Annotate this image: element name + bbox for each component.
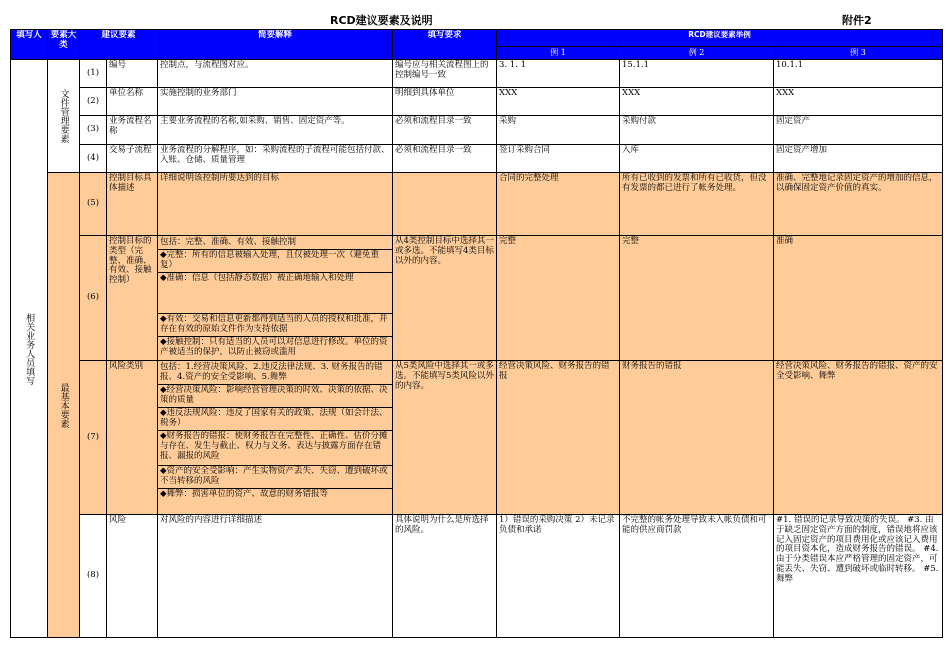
example-1-cell: 采购 [497, 116, 620, 145]
explain-cell: 主要业务流程的名称,如采购、销售、固定资产等。 [158, 116, 393, 145]
element-name: 控制目标的类型（完整、准确、有效、接触控制） [107, 236, 158, 361]
header-element: 建议要素 [80, 30, 158, 60]
annex-label: 附件2 [842, 14, 872, 27]
header-example-3: 例 3 [774, 47, 943, 60]
example-2-cell: 不完整的帐务处理导致未入帐负债和可能的供应商罚款 [620, 515, 774, 638]
explain-cell: 实施控制的业务部门 [158, 88, 393, 116]
header-example-1: 例 1 [497, 47, 620, 60]
explain-line: ◆接触控制：只有适当的人员可以对信息进行修改。单位的资产被适当的保护，以防止被窃或滥用 [158, 336, 392, 359]
row-number: (1) [80, 60, 107, 88]
explain-line: ◆经营决策风险：影响经营管理决策的时效、决策的依据、决策的质量 [158, 384, 392, 407]
explain-line: ◆准确：信息（包括静态数据）被正确地输入和处理 [158, 272, 392, 313]
example-2-cell: 财务报告的错报 [620, 361, 774, 515]
fill-cell: 必须和流程目录一致 [393, 116, 497, 145]
example-3-cell: 固定资产增加 [774, 145, 943, 173]
explain-line: ◆有效：交易和信息更新都得到适当的人员的授权和批准，并存在有效的原始文件作为支持依据 [158, 313, 392, 336]
example-1-cell: 完整 [497, 236, 620, 361]
header-category: 要素大类 [48, 30, 80, 60]
header-explain: 简要解释 [158, 30, 393, 60]
fill-cell [393, 173, 497, 236]
fill-cell: 从5类风险中选择其一或多选。不能填写5类风险以外的内容。 [393, 361, 497, 515]
example-3-cell: XXX [774, 88, 943, 116]
example-1-cell: XXX [497, 88, 620, 116]
example-3-cell: 固定资产 [774, 116, 943, 145]
explain-line: ◆违反法规风险：违反了国家有关的政策、法规（如会计法、税务） [158, 407, 392, 430]
table-row [11, 236, 943, 361]
row-number: (3) [80, 116, 107, 145]
element-name: 交易子流程 [107, 145, 158, 173]
example-1-cell: 1）错误的采购决策 2）未记录负债和承诺 [497, 515, 620, 638]
explain-line: 包括：完整、准确、有效、接触控制 [160, 237, 297, 247]
example-2-cell: 所有已收到的发票和所有已收货，但没有发票的都已进行了帐务处理。 [620, 173, 774, 236]
element-name: 单位名称 [107, 88, 158, 116]
row-number: (5) [80, 173, 107, 236]
header-fill-requirement: 填写要求 [393, 30, 497, 60]
group-basic: 最基本要素 [48, 173, 80, 638]
document-title: RCD建议要素及说明 [330, 14, 433, 27]
element-name: 业务流程名称 [107, 116, 158, 145]
row-number: (4) [80, 145, 107, 173]
example-1-cell: 合同的完整处理 [497, 173, 620, 236]
example-3-cell: #1. 错误的记录导致决策的失误。 #3. 由于缺乏固定资产方面的制度，错误地将应该记入固定资产的项目费用化或应该记入费用的项目资本化，造成财务报告的错误。 #4.由于分类错误本应严格管理的固定资产，可能丢失、失窃、遭到破坏或临时转移。 #5. 舞弊 [774, 515, 943, 638]
header-examples: RCD建议要素举例 [497, 30, 943, 47]
explain-line: 包括：1.经营决策风险、2.违反法律法规、3. 财务报告的错报、4.资产的安全受影响、5.舞弊 [160, 362, 383, 382]
explain-cell [158, 361, 393, 515]
table-row [11, 173, 943, 236]
table-row [11, 88, 943, 116]
fill-cell: 具体说明为什么是所选择的风险。 [393, 515, 497, 638]
header-example-2: 例 2 [620, 47, 774, 60]
example-2-cell: 完整 [620, 236, 774, 361]
example-1-cell: 经营决策风险、财务报告的错报 [497, 361, 620, 515]
explain-cell: 详细说明该控制所要达到的目标 [158, 173, 393, 236]
group-doc-mgmt: 文件管理要素 [48, 60, 80, 173]
element-name: 控制目标具体描述 [107, 173, 158, 236]
row-number: (2) [80, 88, 107, 116]
table-row [11, 145, 943, 173]
explain-cell: 控制点，与流程图对应。 [158, 60, 393, 88]
example-3-cell: 准确、完整地记录固定资产的增加的信息，以确保固定资产价值的真实。 [774, 173, 943, 236]
example-3-cell: 经营决策风险、财务报告的错报、资产的安全受影响、舞弊 [774, 361, 943, 515]
example-2-cell: 15.1.1 [620, 60, 774, 88]
element-name: 风险 [107, 515, 158, 638]
row-number: (8) [80, 515, 107, 638]
table-row [11, 515, 943, 638]
example-3-cell: 准确 [774, 236, 943, 361]
element-name: 编号 [107, 60, 158, 88]
element-name: 风险类别 [107, 361, 158, 515]
explain-line: ◆财务报告的错报：使财务报告在完整性、正确性、估价分摊与存在、发生与截止、权力与义务、表达与披露方面存在错报、漏报的风险 [158, 430, 392, 465]
example-1-cell: 3. 1. 1 [497, 60, 620, 88]
example-2-cell: XXX [620, 88, 774, 116]
fill-cell: 明细到具体单位 [393, 88, 497, 116]
header-filler: 填写人 [11, 30, 48, 60]
filler-cell: 相关业务人员填写 [11, 60, 48, 638]
example-1-cell: 签订采购合同 [497, 145, 620, 173]
example-3-cell: 10.1.1 [774, 60, 943, 88]
row-number: (6) [80, 236, 107, 361]
table-row [11, 361, 943, 515]
explain-cell [158, 236, 393, 361]
example-2-cell: 采购付款 [620, 116, 774, 145]
row-number: (7) [80, 361, 107, 515]
fill-cell: 必须和流程目录一致 [393, 145, 497, 173]
example-2-cell: 入库 [620, 145, 774, 173]
explain-line: ◆资产的安全受影响：产生实物资产丢失、失窃、遭到破坏或不当转移的风险 [158, 465, 392, 488]
table-row [11, 60, 943, 88]
explain-line: ◆舞弊：损害单位的资产、故意的财务错报等 [158, 488, 392, 501]
explain-cell: 业务流程的分解程序，如：采购流程的子流程可能包括付款、入账、仓储、质量管理 [158, 145, 393, 173]
table-row [11, 116, 943, 145]
rcd-table [10, 29, 943, 638]
explain-cell: 对风险的内容进行详细描述 [158, 515, 393, 638]
fill-cell: 从4类控制目标中选择其一或多选。不能填写4类目标以外的内容。 [393, 236, 497, 361]
explain-line: ◆完整：所有的信息被输入处理，且仅被处理一次（避免重复） [158, 249, 392, 272]
fill-cell: 编号应与相关流程图上的控制编号一致 [393, 60, 497, 88]
